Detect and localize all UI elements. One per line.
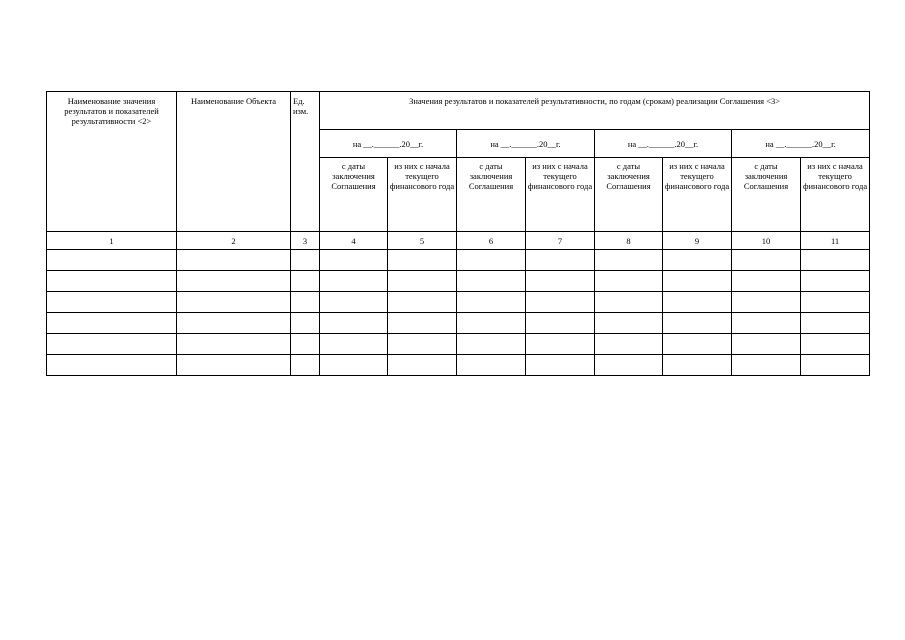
- table-cell[interactable]: [732, 355, 801, 376]
- table-cell[interactable]: [320, 334, 388, 355]
- table-cell[interactable]: [320, 250, 388, 271]
- header-from-signing: с даты заключения Соглашения: [320, 158, 388, 232]
- header-from-signing: с даты заключения Соглашения: [457, 158, 526, 232]
- table-cell[interactable]: [663, 313, 732, 334]
- column-number: 3: [291, 232, 320, 250]
- table-cell[interactable]: [291, 313, 320, 334]
- table-cell[interactable]: [177, 334, 291, 355]
- table-cell[interactable]: [732, 313, 801, 334]
- table-cell[interactable]: [595, 250, 663, 271]
- column-number: 1: [47, 232, 177, 250]
- table-cell[interactable]: [388, 313, 457, 334]
- header-object-name: Наименование Объекта: [177, 92, 291, 232]
- table-cell[interactable]: [801, 334, 870, 355]
- table-cell[interactable]: [388, 334, 457, 355]
- table-cell[interactable]: [526, 334, 595, 355]
- table-cell[interactable]: [595, 292, 663, 313]
- header-unit: Ед. изм.: [291, 92, 320, 232]
- table-cell[interactable]: [595, 271, 663, 292]
- column-number: 9: [663, 232, 732, 250]
- table-cell[interactable]: [526, 292, 595, 313]
- table-cell[interactable]: [388, 271, 457, 292]
- table-cell[interactable]: [595, 334, 663, 355]
- table-cell[interactable]: [177, 292, 291, 313]
- table-cell[interactable]: [47, 313, 177, 334]
- header-row-1: [47, 92, 870, 130]
- table-cell[interactable]: [732, 250, 801, 271]
- table-cell[interactable]: [388, 250, 457, 271]
- table-cell[interactable]: [320, 355, 388, 376]
- table-row: [47, 271, 870, 292]
- table-cell[interactable]: [457, 292, 526, 313]
- table-cell[interactable]: [732, 292, 801, 313]
- table-cell[interactable]: [663, 271, 732, 292]
- column-number: 4: [320, 232, 388, 250]
- column-number: 11: [801, 232, 870, 250]
- column-number-row: [47, 232, 870, 250]
- table-body: [47, 92, 870, 376]
- table-row: [47, 292, 870, 313]
- table-cell[interactable]: [663, 292, 732, 313]
- column-number: 6: [457, 232, 526, 250]
- table-cell[interactable]: [388, 292, 457, 313]
- table-cell[interactable]: [457, 271, 526, 292]
- table-cell[interactable]: [291, 355, 320, 376]
- table-cell[interactable]: [291, 271, 320, 292]
- table-cell[interactable]: [663, 334, 732, 355]
- column-number: 10: [732, 232, 801, 250]
- table-cell[interactable]: [291, 250, 320, 271]
- header-from-year-start: из них с начала текущего финансового года: [663, 158, 732, 232]
- table-cell[interactable]: [801, 271, 870, 292]
- header-period: на __.______.20__г.: [457, 130, 595, 158]
- table-row: [47, 313, 870, 334]
- table-cell[interactable]: [732, 271, 801, 292]
- header-period: на __.______.20__г.: [732, 130, 870, 158]
- table-cell[interactable]: [595, 355, 663, 376]
- table-row: [47, 250, 870, 271]
- header-from-signing: с даты заключения Соглашения: [732, 158, 801, 232]
- table-cell[interactable]: [47, 334, 177, 355]
- table-cell[interactable]: [47, 355, 177, 376]
- table-cell[interactable]: [526, 313, 595, 334]
- table-cell[interactable]: [801, 250, 870, 271]
- column-number: 5: [388, 232, 457, 250]
- table-cell[interactable]: [595, 313, 663, 334]
- header-period: на __.______.20__г.: [595, 130, 732, 158]
- table-cell[interactable]: [663, 250, 732, 271]
- column-number: 7: [526, 232, 595, 250]
- table-cell[interactable]: [177, 271, 291, 292]
- table-cell[interactable]: [663, 355, 732, 376]
- table-row: [47, 334, 870, 355]
- table-cell[interactable]: [320, 292, 388, 313]
- table-cell[interactable]: [47, 292, 177, 313]
- table-cell[interactable]: [457, 334, 526, 355]
- header-from-signing: с даты заключения Соглашения: [595, 158, 663, 232]
- table-cell[interactable]: [457, 250, 526, 271]
- header-period: на __.______.20__г.: [320, 130, 457, 158]
- table-cell[interactable]: [320, 271, 388, 292]
- header-indicator-name: Наименование значения результатов и показателей результативности <2>: [47, 92, 177, 232]
- table-cell[interactable]: [457, 313, 526, 334]
- table-cell[interactable]: [291, 334, 320, 355]
- table-row: [47, 355, 870, 376]
- header-from-year-start: из них с начала текущего финансового года: [388, 158, 457, 232]
- table-cell[interactable]: [801, 292, 870, 313]
- table-cell[interactable]: [177, 313, 291, 334]
- header-from-year-start: из них с начала текущего финансового года: [526, 158, 595, 232]
- table-cell[interactable]: [177, 250, 291, 271]
- table-cell[interactable]: [801, 313, 870, 334]
- table-cell[interactable]: [732, 334, 801, 355]
- column-number: 2: [177, 232, 291, 250]
- table-cell[interactable]: [320, 313, 388, 334]
- table-cell[interactable]: [177, 355, 291, 376]
- table-cell[interactable]: [526, 250, 595, 271]
- header-from-year-start: из них с начала текущего финансового года: [801, 158, 870, 232]
- table-cell[interactable]: [457, 355, 526, 376]
- table-cell[interactable]: [526, 271, 595, 292]
- table-cell[interactable]: [526, 355, 595, 376]
- table-cell[interactable]: [47, 271, 177, 292]
- results-table: [46, 91, 870, 376]
- table-cell[interactable]: [801, 355, 870, 376]
- column-number: 8: [595, 232, 663, 250]
- header-values-group: Значения результатов и показателей результативности, по годам (срокам) реализации Соглашения <3>: [320, 92, 870, 130]
- table-cell[interactable]: [47, 250, 177, 271]
- table-cell[interactable]: [291, 292, 320, 313]
- table-cell[interactable]: [388, 355, 457, 376]
